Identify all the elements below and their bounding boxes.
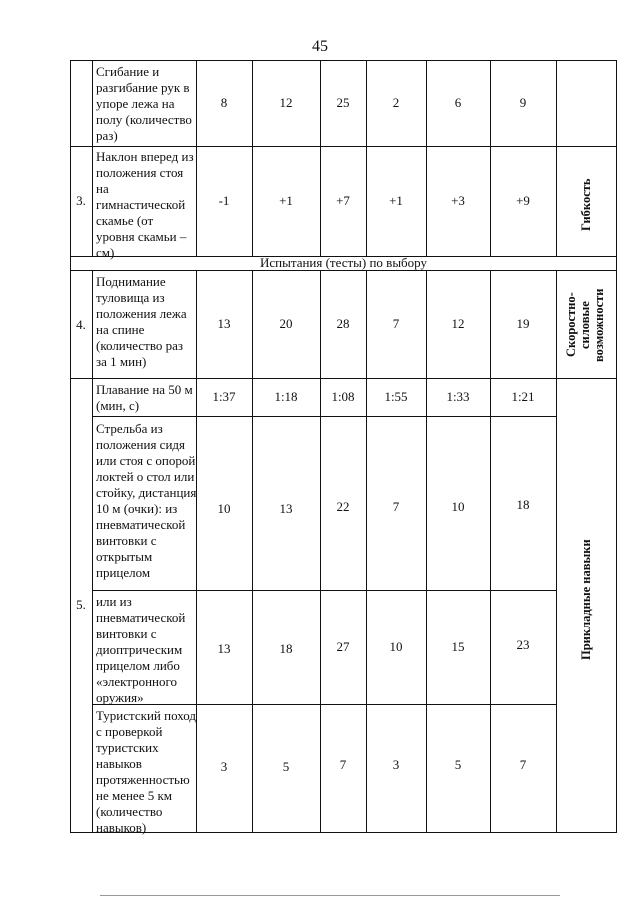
row-divider: [70, 146, 617, 147]
row-divider: [92, 416, 556, 417]
value-cell: 1:33: [446, 389, 470, 404]
col-divider-num: [92, 270, 93, 378]
value-cell: 7: [339, 757, 347, 772]
col-divider-c2: [320, 270, 321, 832]
value-cell: 5: [282, 759, 290, 774]
value-cell: 12: [279, 95, 293, 110]
test-label-situps: Поднимание туловища из положения лежа на спине (количество раз за 1 мин): [96, 274, 187, 369]
value-cell: +9: [516, 193, 530, 208]
value-cell: 10: [451, 499, 465, 514]
value-cell: 1:18: [274, 389, 298, 404]
value-cell: 1:21: [511, 389, 535, 404]
col-divider-num: [92, 60, 93, 256]
value-cell: 23: [516, 637, 530, 652]
col-divider-c3: [366, 60, 367, 256]
value-cell: 10: [217, 501, 231, 516]
col-divider-c2: [320, 60, 321, 256]
col-divider-c1: [252, 60, 253, 256]
value-cell: 27: [336, 639, 350, 654]
category-flexibility: Гибкость: [579, 178, 593, 232]
value-cell: 18: [516, 497, 530, 512]
value-cell: 18: [279, 641, 293, 656]
col-divider-c5: [490, 60, 491, 256]
value-cell: 7: [392, 316, 400, 331]
value-cell: 15: [451, 639, 465, 654]
col-divider-c5: [490, 270, 491, 832]
value-cell: 13: [217, 641, 231, 656]
test-label-pushups: Сгибание и разгибание рук в упоре лежа на полу (количество раз): [96, 64, 192, 143]
value-cell: 8: [220, 95, 228, 110]
table-border-left: [70, 60, 71, 832]
category-speed-strength: Скоростно- силовые возможности: [564, 288, 606, 362]
test-label-hike: Туристский поход с проверкой туристских навыков протяженностью не менее 5 км (количество навыков): [96, 708, 196, 835]
value-cell: 13: [279, 501, 293, 516]
col-divider-label: [196, 60, 197, 256]
col-divider-c3: [366, 270, 367, 832]
value-cell: +1: [279, 193, 293, 208]
value-cell: 19: [516, 316, 530, 331]
value-cell: 5: [454, 757, 462, 772]
value-cell: 13: [217, 316, 231, 331]
table-border-right: [616, 60, 617, 832]
col-divider-c6: [556, 270, 557, 832]
value-cell: 7: [519, 757, 527, 772]
col-divider-c6: [556, 60, 557, 256]
value-cell: 3: [220, 759, 228, 774]
value-cell: 22: [336, 499, 350, 514]
value-cell: 1:37: [212, 389, 236, 404]
value-cell: -1: [218, 193, 230, 208]
value-cell: 6: [454, 95, 462, 110]
value-cell: 2: [392, 95, 400, 110]
value-cell: 25: [336, 95, 350, 110]
value-cell: +7: [336, 193, 350, 208]
value-cell: 12: [451, 316, 465, 331]
value-cell: 7: [392, 499, 400, 514]
test-label-swim: Плавание на 50 м (мин, с): [96, 382, 193, 413]
row-number: 3.: [76, 193, 86, 208]
col-divider-num: [92, 378, 93, 832]
value-cell: 1:55: [384, 389, 408, 404]
section-title: Испытания (тесты) по выбору: [260, 255, 427, 270]
table-border-top: [70, 60, 617, 61]
value-cell: 20: [279, 316, 293, 331]
page-number: 45: [312, 38, 328, 55]
value-cell: 1:08: [331, 389, 355, 404]
category-applied-skills: Прикладные навыки: [579, 539, 593, 661]
value-cell: 28: [336, 316, 350, 331]
value-cell: +3: [451, 193, 465, 208]
value-cell: +1: [389, 193, 403, 208]
row-divider: [70, 378, 617, 379]
page-bottom-rule: [100, 895, 560, 896]
value-cell: 9: [519, 95, 527, 110]
row-number: 4.: [76, 317, 86, 332]
test-label-shoot-open: Стрельба из положения сидя или стоя с опорой локтей о стол или стойку, дистанция 10 м (очки): из пневматической винтовки с открытым прицелом: [96, 421, 197, 580]
col-divider-c4: [426, 60, 427, 256]
row-divider: [92, 590, 556, 591]
test-label-shoot-diopter: или из пневматической винтовки с диоптрическим прицелом либо «электронного оружия»: [96, 594, 186, 705]
value-cell: 10: [389, 639, 403, 654]
col-divider-c4: [426, 270, 427, 832]
value-cell: 3: [392, 757, 400, 772]
row-number: 5.: [76, 597, 86, 612]
col-divider-c1: [252, 270, 253, 832]
test-label-flex: Наклон вперед из положения стоя на гимнастической скамье (от уровня скамьи – см): [96, 149, 194, 260]
